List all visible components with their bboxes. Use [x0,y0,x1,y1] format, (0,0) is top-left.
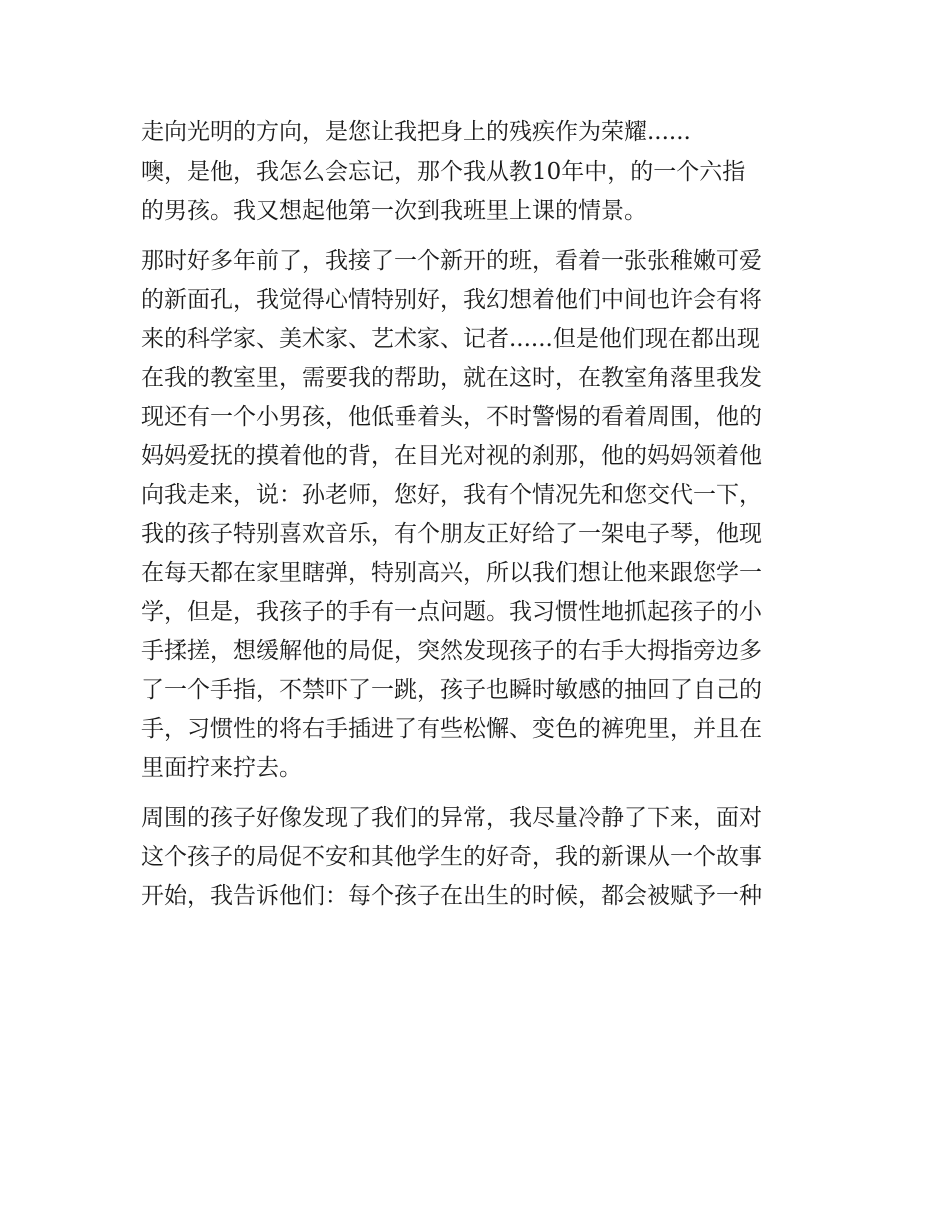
text-line: 周围的孩子好像发现了我们的异常，我尽量冷静了下来，面对 [141,805,762,831]
text-line: 学，但是，我孩子的手有一点问题。我习惯性地抓起孩子的小 [141,599,762,625]
text-line: 里面拧来拧去。 [141,755,302,781]
text-line: 在每天都在家里瞎弹，特别高兴，所以我们想让他来跟您学一 [141,560,762,586]
paragraph-1 [141,113,821,152]
document-body [141,113,821,927]
text-line: 走向光明的方向，是您让我把身上的残疾作为荣耀...... [141,119,691,145]
paragraph-4 [141,799,821,916]
text-line: 手揉搓，想缓解他的局促，突然发现孩子的右手大拇指旁边多 [141,638,762,664]
text-line: 噢，是他，我怎么会忘记，那个我从教10年中，的一个六指 [141,159,746,185]
text-line: 我的孩子特别喜欢音乐，有个朋友正好给了一架电子琴，他现 [141,521,762,547]
text-line: 的新面孔，我觉得心情特别好，我幻想着他们中间也许会有将 [141,287,762,313]
paragraph-3 [141,242,821,788]
text-line: 妈妈爱抚的摸着他的背，在目光对视的刹那，他的妈妈领着他 [141,443,762,469]
text-line: 这个孩子的局促不安和其他学生的好奇，我的新课从一个故事 [141,844,762,870]
paragraph-2 [141,153,821,231]
text-line: 的男孩。我又想起他第一次到我班里上课的情景。 [141,198,647,224]
text-line: 开始，我告诉他们：每个孩子在出生的时候，都会被赋予一种 [141,883,762,909]
text-line: 手，习惯性的将右手插进了有些松懈、变色的裤兜里，并且在 [141,716,762,742]
text-line: 在我的教室里，需要我的帮助，就在这时，在教室角落里我发 [141,365,762,391]
text-line: 来的科学家、美术家、艺术家、记者......但是他们现在都出现 [141,326,760,352]
text-line: 现还有一个小男孩，他低垂着头，不时警惕的看着周围，他的 [141,404,762,430]
text-line: 向我走来，说：孙老师，您好，我有个情况先和您交代一下， [141,482,762,508]
text-line: 了一个手指，不禁吓了一跳，孩子也瞬时敏感的抽回了自己的 [141,677,762,703]
text-line: 那时好多年前了，我接了一个新开的班，看着一张张稚嫩可爱 [141,248,762,274]
